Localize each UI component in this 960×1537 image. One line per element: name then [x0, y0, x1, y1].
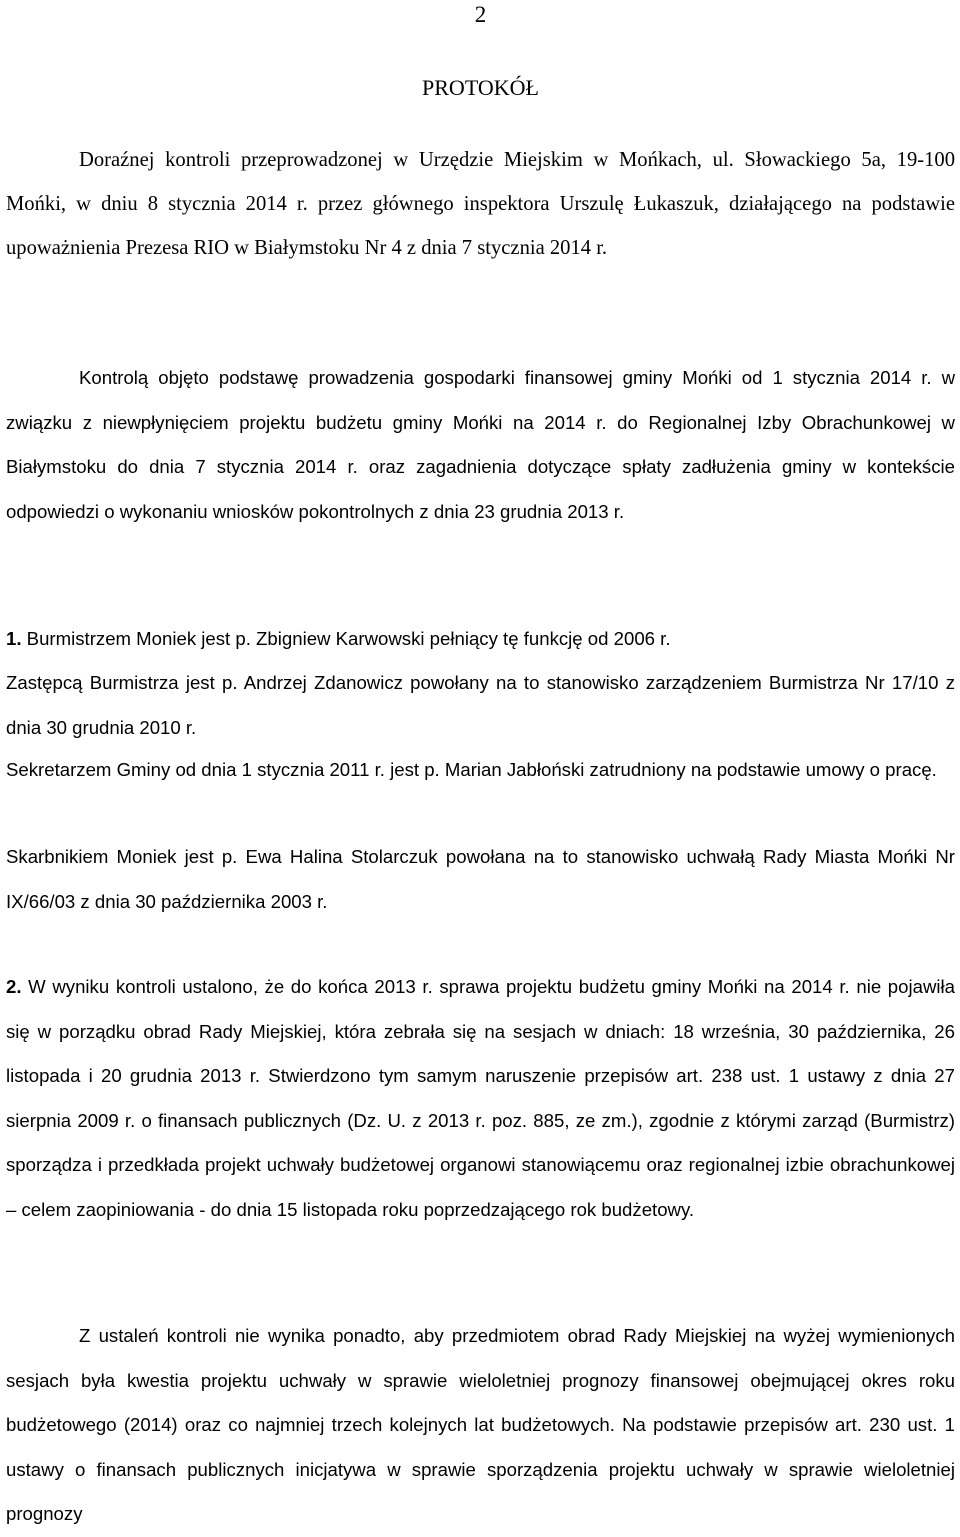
section-1-number: 1.: [6, 628, 22, 649]
document-title: PROTOKÓŁ: [422, 75, 539, 100]
findings-paragraph: Z ustaleń kontroli nie wynika ponadto, aby przedmiotem obrad Rady Miejskiej na wyżej wymienionych sesjach była kwestia projektu uchwały w sprawie wieloletniej prognozy finansowej obejmującej okres roku budżetowego (2014) oraz co najmniej trzech kolejnych lat budżetowych. Na podstawie przepisów art. 230 ust. 1 ustawy o finansach publicznych inicjatywa w sprawie sporządzenia projektu uchwały w sprawie wieloletniej prognozy: [6, 1325, 955, 1524]
intro-paragraph: Doraźnej kontroli przeprowadzonej w Urzędzie Miejskim w Mońkach, ul. Słowackiego 5a, 19-100 Mońki, w dniu 8 stycznia 2014 r. przez głównego inspektora Urszulę Łukaszuk, działającego na podstawie upoważnienia Prezesa RIO w Białymstoku Nr 4 z dnia 7 stycznia 2014 r.: [6, 149, 955, 259]
section-2-paragraph: [6, 965, 955, 1232]
section-1-treasurer: Skarbnikiem Moniek jest p. Ewa Halina Stolarczuk powołana na to stanowisko uchwałą Rady Miasta Mońki Nr IX/66/03 z dnia 30 października 2003 r.: [6, 846, 955, 912]
section-2-number: 2.: [6, 976, 22, 997]
section-1-mayor: [6, 617, 955, 662]
section-2-text: W wyniku kontroli ustalono, że do końca 2013 r. sprawa projektu budżetu gminy Mońki na 2014 r. nie pojawiła się w porządku obrad Rady Miejskiej, która zebrała się na sesjach w dniach: 18 września, 30 października, 26 listopada i 20 grudnia 2013 r. Stwierdzono tym samym naruszenie przepisów art. 238 ust. 1 ustawy z dnia 27 sierpnia 2009 r. o finansach publicznych (Dz. U. z 2013 r. poz. 885, ze zm.), zgodnie z którymi zarząd (Burmistrz) sporządza i przedkłada projekt uchwały budżetowej organowi stanowiącemu oraz regionalnej izbie obrachunkowej – celem zaopiniowania - do dnia 15 listopada roku poprzedzającego rok budżetowy.: [6, 976, 955, 1220]
page-number: 2: [474, 2, 487, 27]
section-1-secretary: Sekretarzem Gminy od dnia 1 stycznia 2011 r. jest p. Marian Jabłoński zatrudniony na podstawie umowy o pracę.: [6, 759, 937, 780]
section-1-mayor-text: Burmistrzem Moniek jest p. Zbigniew Karwowski pełniący tę funkcję od 2006 r.: [21, 628, 671, 649]
section-1-deputy: Zastępcą Burmistrza jest p. Andrzej Zdanowicz powołany na to stanowisko zarządzeniem Burmistrza Nr 17/10 z dnia 30 grudnia 2010 r.: [6, 672, 955, 738]
scope-paragraph: Kontrolą objęto podstawę prowadzenia gospodarki finansowej gminy Mońki od 1 stycznia 2014 r. w związku z niewpłynięciem projektu budżetu gminy Mońki na 2014 r. do Regionalnej Izby Obrachunkowej w Białymstoku do dnia 7 stycznia 2014 r. oraz zagadnienia dotyczące spłaty zadłużenia gminy w kontekście odpowiedzi o wykonaniu wniosków pokontrolnych z dnia 23 grudnia 2013 r.: [6, 367, 955, 522]
